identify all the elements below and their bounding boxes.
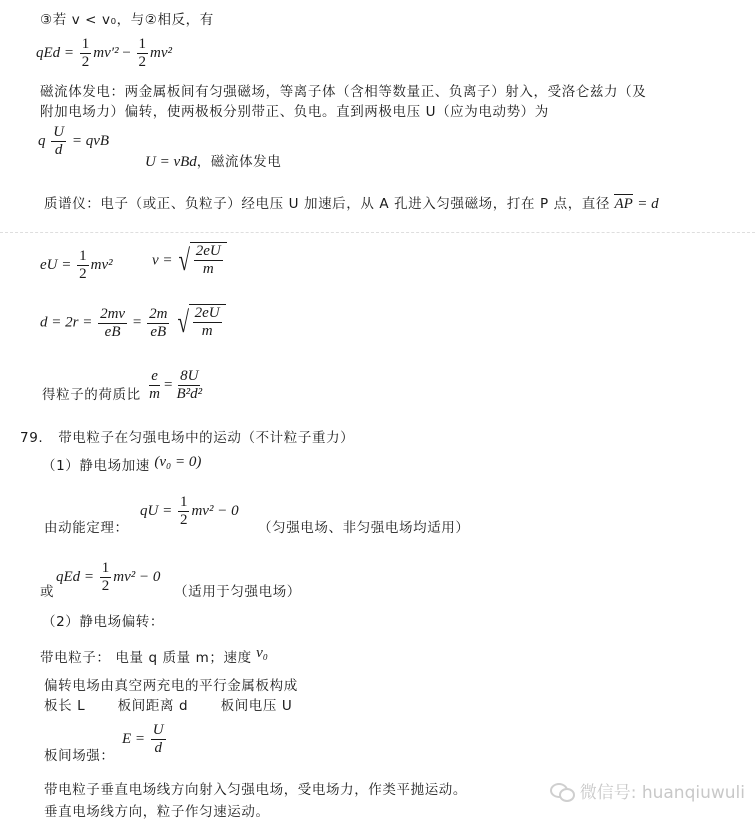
frac-num: 2mv	[100, 305, 126, 322]
equals-sign: =	[132, 314, 142, 331]
plate-length: 板长 L	[44, 698, 86, 714]
frac-num: e	[151, 368, 158, 384]
frac-den: 2	[81, 54, 90, 70]
eq-d2r-lhs: d = 2r =	[40, 314, 93, 331]
velocity-v0: v₀	[256, 645, 269, 661]
eq-eU-lhs: eU =	[40, 256, 72, 273]
or-label: 或	[40, 584, 55, 600]
frac-den: d	[54, 142, 63, 158]
particle-line	[40, 646, 268, 667]
eq-mhd2-formula: U = vBd	[145, 154, 197, 170]
eq-eU	[40, 248, 113, 283]
frac-den: eB	[150, 323, 167, 340]
equals-sign: =	[164, 376, 173, 393]
charge-ratio	[42, 368, 206, 403]
eq-qEd	[36, 36, 172, 71]
frac-num: 1	[81, 36, 90, 52]
frac-num: 1	[179, 494, 188, 510]
accel-label: （1）静电场加速	[42, 458, 150, 474]
eq-mhd	[38, 124, 109, 159]
section-title: 带电粒子在匀强电场中的运动（不计粒子重力）	[58, 430, 355, 446]
motion-line2: 垂直电场线方向，粒子作匀速运动。	[44, 804, 270, 820]
plate-voltage: 板间电压 U	[220, 698, 293, 714]
eq-theorem-lhs: qU =	[140, 502, 173, 519]
wechat-icon	[550, 781, 576, 801]
frac-den: d	[154, 740, 162, 756]
spectrometer-line	[44, 192, 659, 213]
section-79	[20, 426, 354, 446]
accel-line	[42, 454, 201, 475]
eq-or-rhs: mv² − 0	[113, 568, 161, 585]
minus-sign: −	[122, 44, 131, 61]
deflect-label: （2）静电场偏转：	[42, 614, 164, 630]
frac-den: m	[149, 386, 160, 402]
eq-theorem-rhs: mv² − 0	[191, 502, 239, 519]
watermark	[550, 778, 745, 803]
frac-num: 8U	[180, 368, 199, 384]
eq-v-lhs: v =	[152, 252, 173, 269]
field-label: 板间场强：	[44, 748, 115, 764]
eq-qEd-term2: mv²	[150, 44, 173, 61]
motion-line1: 带电粒子垂直电场线方向射入匀强电场，受电场力，作类平抛运动。	[44, 782, 467, 798]
frac-num: 1	[138, 36, 147, 52]
eq-mhd2-note: ，磁流体发电	[196, 154, 282, 170]
theorem-label: 由动能定理：	[44, 520, 129, 536]
eq-mhd2	[145, 150, 281, 171]
eq-mhd-rhs: = qvB	[71, 132, 110, 149]
section-number: 79.	[20, 430, 44, 446]
eq-or	[56, 560, 160, 595]
frac-num: 2m	[149, 305, 168, 322]
or-note: （适用于匀强电场）	[174, 584, 301, 600]
watermark-text: 微信号: huanqiuwuli	[579, 783, 745, 803]
mhd-line1: 磁流体发电：两金属板间有匀强磁场，等离子体（含相等数量正、负离子）射入，受洛仑兹力（及	[40, 84, 647, 100]
eq-field-lhs: E =	[122, 730, 146, 747]
eq-mhd-q: q	[38, 132, 46, 149]
frac-num: 2eU	[194, 305, 220, 321]
frac-den: 2	[101, 578, 110, 594]
frac-den: eB	[104, 323, 121, 340]
plates-params	[44, 694, 292, 714]
frac-num: 1	[101, 560, 110, 576]
mhd-line2: 附加电场力）偏转，使两极板分别带正、负电。直到两极电压 U（应为电动势）为	[40, 104, 549, 120]
charge-ratio-text: 得粒子的荷质比	[42, 387, 141, 403]
theorem-note: （匀强电场、非匀强电场均适用）	[258, 520, 470, 536]
eq-eU-rhs: mv²	[90, 256, 113, 273]
eq-qEd-lhs: qEd =	[36, 44, 75, 61]
frac-den: 2	[179, 512, 188, 528]
eq-v: v = √ $\frac{2eU}{m}$	[152, 242, 227, 280]
frac-num: 1	[79, 248, 87, 264]
particle-text: 带电粒子： 电量 q 质量 m；速度	[40, 650, 252, 666]
plate-distance: 板间距离 d	[117, 698, 189, 714]
frac-den: B²d²	[176, 386, 203, 402]
spectrometer-eq: = d	[637, 196, 659, 212]
frac-den: 2	[138, 54, 147, 70]
accel-condition: (v₀ = 0)	[154, 454, 202, 470]
spectrometer-text: 质谱仪：电子（或正、负粒子）经电压 U 加速后，从 A 孔进入匀强磁场，打在 P 点，直径	[44, 196, 611, 212]
frac-num: 2eU	[195, 243, 221, 259]
eq-theorem	[140, 494, 239, 529]
frac-num: U	[53, 124, 65, 140]
frac-num: U	[152, 722, 164, 738]
eq-field	[122, 722, 168, 757]
segment-ap: AP	[614, 196, 633, 212]
frac-den: m	[201, 323, 213, 339]
eq-or-lhs: qEd =	[56, 568, 95, 585]
frac-den: m	[202, 261, 214, 277]
page-divider	[0, 232, 755, 233]
plates-line: 偏转电场由真空两充电的平行金属板构成	[44, 678, 298, 694]
eq-d2r: d = 2r = $\frac{2mv}{eB}$ = $\frac{2m}{eB}$ √ $\frac{2eU}{m}$	[40, 304, 226, 342]
frac-den: 2	[79, 266, 87, 282]
eq-qEd-term1: mv′²	[93, 44, 119, 61]
case3-text: ③若 v < v₀，与②相反，有	[40, 12, 214, 28]
